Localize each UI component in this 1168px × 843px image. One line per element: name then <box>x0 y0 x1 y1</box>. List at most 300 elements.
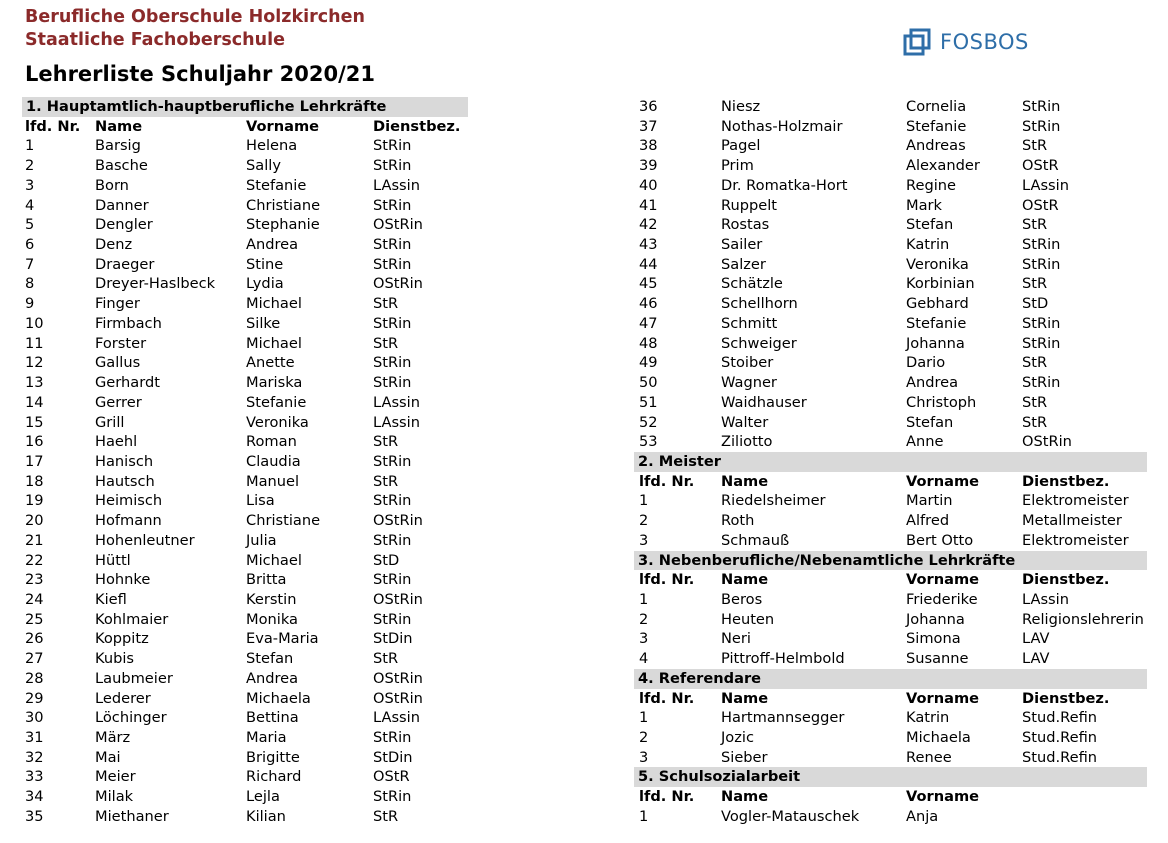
row-nr: 3 <box>25 176 35 194</box>
row-name: Barsig <box>95 137 141 155</box>
row-name: Meier <box>95 768 136 786</box>
row-nr: 20 <box>25 512 44 530</box>
table-row <box>634 728 1147 748</box>
row-nr: 39 <box>639 157 658 175</box>
row-nr: 1 <box>639 492 649 510</box>
row-nr: 25 <box>25 610 44 628</box>
row-nr: 5 <box>25 216 35 234</box>
row-name: Firmbach <box>95 314 162 332</box>
row-nr: 46 <box>639 295 658 313</box>
row-dienstbez: Religionslehrerin <box>1022 610 1144 628</box>
row-name: Haehl <box>95 433 138 451</box>
row-nr: 2 <box>639 610 649 628</box>
row-name: Kohlmaier <box>95 610 169 628</box>
table-row <box>22 570 468 590</box>
row-name: Niesz <box>721 98 761 115</box>
header-vorname: Vorname <box>906 788 980 806</box>
row-name: Dreyer-Haslbeck <box>95 275 216 293</box>
table-row <box>22 255 468 275</box>
row-dienstbez: StRin <box>373 236 412 254</box>
table-row <box>22 669 468 689</box>
row-nr: 12 <box>25 354 44 372</box>
row-nr: 47 <box>639 314 658 332</box>
row-name: Dengler <box>95 216 153 234</box>
row-dienstbez: OStRin <box>373 590 423 608</box>
row-vorname: Richard <box>246 768 302 786</box>
row-name: Hofmann <box>95 512 162 530</box>
row-name: Miethaner <box>95 807 169 825</box>
row-nr: 14 <box>25 393 44 411</box>
row-nr: 22 <box>25 551 44 569</box>
table-row <box>634 748 1147 768</box>
row-vorname: Dario <box>906 354 946 372</box>
row-dienstbez: OStR <box>1022 157 1059 175</box>
row-vorname: Mariska <box>246 374 303 392</box>
row-dienstbez: StRin <box>1022 98 1061 115</box>
column-header-row <box>634 689 1147 709</box>
row-vorname: Alfred <box>906 512 950 530</box>
header-dienstbez: Dienstbez. <box>1022 689 1110 707</box>
table-row <box>634 807 1147 827</box>
row-name: Lederer <box>95 689 151 707</box>
table-row <box>22 649 468 669</box>
row-dienstbez: StR <box>373 295 399 313</box>
row-name: Mai <box>95 748 121 766</box>
row-vorname: Mark <box>906 196 942 214</box>
table-row <box>22 590 468 610</box>
row-nr: 24 <box>25 590 44 608</box>
row-dienstbez: StRin <box>373 729 412 746</box>
row-dienstbez: StR <box>373 334 399 352</box>
row-dienstbez: StR <box>1022 216 1048 234</box>
row-vorname: Manuel <box>246 472 300 490</box>
row-nr: 3 <box>639 748 649 766</box>
row-name: Sieber <box>721 748 768 766</box>
row-nr: 3 <box>639 531 649 549</box>
row-name: Schellhorn <box>721 295 798 313</box>
row-name: Heuten <box>721 610 775 628</box>
row-name: März <box>95 729 131 746</box>
row-dienstbez: StRin <box>373 157 412 175</box>
row-vorname: Andrea <box>246 236 299 254</box>
row-vorname: Maria <box>246 729 287 746</box>
header-nr: lfd. Nr. <box>639 689 695 707</box>
row-vorname: Johanna <box>906 610 965 628</box>
section-heading <box>634 669 1147 689</box>
section-title: 3. Nebenberufliche/Nebenamtliche Lehrkräfte <box>638 551 1016 569</box>
row-nr: 13 <box>25 374 44 392</box>
row-dienstbez: LAssin <box>373 413 420 431</box>
row-nr: 6 <box>25 236 35 254</box>
table-row <box>22 472 468 492</box>
header-vorname: Vorname <box>906 571 980 589</box>
table-row <box>634 97 1147 117</box>
row-vorname: Stephanie <box>246 216 320 234</box>
header-dienstbez: Dienstbez. <box>1022 472 1110 490</box>
row-nr: 29 <box>25 689 44 707</box>
row-dienstbez: OStRin <box>373 216 423 234</box>
header-name: Name <box>721 571 769 589</box>
row-dienstbez: StRin <box>373 354 412 372</box>
row-dienstbez: StRin <box>373 492 412 510</box>
row-dienstbez: LAssin <box>1022 176 1069 194</box>
row-dienstbez: StR <box>1022 137 1048 155</box>
page-title: Lehrerliste Schuljahr 2020/21 <box>25 62 376 86</box>
row-vorname: Susanne <box>906 650 969 668</box>
row-name: Pagel <box>721 137 761 155</box>
row-name: Heimisch <box>95 492 163 510</box>
row-nr: 21 <box>25 531 44 549</box>
table-row <box>22 314 468 334</box>
row-nr: 7 <box>25 255 35 273</box>
row-nr: 52 <box>639 413 658 431</box>
row-dienstbez: OStRin <box>373 512 423 530</box>
row-vorname: Cornelia <box>906 98 967 115</box>
row-nr: 35 <box>25 807 44 825</box>
header-name: Name <box>95 117 143 135</box>
row-dienstbez: StRin <box>1022 236 1061 254</box>
row-nr: 17 <box>25 452 44 470</box>
row-nr: 34 <box>25 788 44 806</box>
row-name: Stoiber <box>721 354 774 372</box>
row-name: Hautsch <box>95 472 155 490</box>
row-name: Pittroff-Helmbold <box>721 650 845 668</box>
row-vorname: Renee <box>906 748 952 766</box>
row-vorname: Michael <box>246 334 302 352</box>
header-nr: lfd. Nr. <box>25 117 81 135</box>
row-name: Wagner <box>721 374 777 392</box>
row-name: Vogler-Matauschek <box>721 807 860 825</box>
row-name: Gallus <box>95 354 141 372</box>
row-nr: 19 <box>25 492 44 510</box>
section-heading <box>634 551 1147 571</box>
row-nr: 23 <box>25 571 44 589</box>
row-vorname: Anette <box>246 354 295 372</box>
row-nr: 53 <box>639 433 658 451</box>
row-vorname: Korbinian <box>906 275 975 293</box>
row-dienstbez: Metallmeister <box>1022 512 1122 530</box>
row-vorname: Eva-Maria <box>246 630 319 648</box>
row-vorname: Veronika <box>906 255 969 273</box>
school-name: Berufliche Oberschule Holzkirchen <box>25 7 365 27</box>
table-row <box>22 787 468 807</box>
row-dienstbez: Stud.Refin <box>1022 729 1098 746</box>
row-vorname: Brigitte <box>246 748 300 766</box>
row-nr: 50 <box>639 374 658 392</box>
section-heading <box>634 767 1147 787</box>
table-row <box>22 491 468 511</box>
row-dienstbez: OStRin <box>373 275 423 293</box>
table-row <box>22 708 468 728</box>
row-vorname: Alexander <box>906 157 980 175</box>
fosbos-logo <box>903 27 1029 57</box>
row-nr: 9 <box>25 295 35 313</box>
row-name: Rostas <box>721 216 770 234</box>
table-row <box>22 373 468 393</box>
row-vorname: Sally <box>246 157 281 175</box>
row-vorname: Stefan <box>906 216 954 234</box>
row-dienstbez: Stud.Refin <box>1022 748 1098 766</box>
row-nr: 28 <box>25 669 44 687</box>
row-vorname: Stefanie <box>246 176 307 194</box>
row-nr: 41 <box>639 196 658 214</box>
fosbos-logo-icon <box>903 28 931 56</box>
row-dienstbez: OStR <box>373 768 410 786</box>
row-name: Dr. Romatka-Hort <box>721 176 848 194</box>
row-vorname: Veronika <box>246 413 309 431</box>
row-vorname: Anja <box>906 807 939 825</box>
table-row <box>22 689 468 709</box>
row-nr: 49 <box>639 354 658 372</box>
table-row <box>22 176 468 196</box>
row-dienstbez: StR <box>1022 393 1048 411</box>
row-name: Forster <box>95 334 147 352</box>
row-name: Sailer <box>721 236 763 254</box>
row-dienstbez: StR <box>373 472 399 490</box>
row-name: Hanisch <box>95 452 154 470</box>
row-name: Riedelsheimer <box>721 492 826 510</box>
row-vorname: Andrea <box>246 669 299 687</box>
row-name: Nothas-Holzmair <box>721 117 843 135</box>
row-dienstbez: StRin <box>1022 255 1061 273</box>
header-name: Name <box>721 788 769 806</box>
table-row <box>634 353 1147 373</box>
row-nr: 3 <box>639 630 649 648</box>
row-vorname: Katrin <box>906 709 950 727</box>
row-nr: 2 <box>25 157 35 175</box>
table-row <box>634 215 1147 235</box>
row-vorname: Katrin <box>906 236 950 254</box>
table-row <box>634 413 1147 433</box>
table-row <box>634 255 1147 275</box>
table-row <box>634 294 1147 314</box>
row-name: Laubmeier <box>95 669 173 687</box>
row-nr: 32 <box>25 748 44 766</box>
row-name: Ruppelt <box>721 196 778 214</box>
table-row <box>22 353 468 373</box>
row-vorname: Gebhard <box>906 295 969 313</box>
row-dienstbez: LAssin <box>1022 590 1069 608</box>
row-nr: 31 <box>25 729 44 746</box>
table-row <box>22 235 468 255</box>
row-vorname: Friederike <box>906 590 978 608</box>
row-name: Neri <box>721 630 751 648</box>
row-dienstbez: StDin <box>373 748 413 766</box>
section-title: 2. Meister <box>638 452 721 470</box>
table-row <box>634 176 1147 196</box>
column-header-row <box>634 787 1147 807</box>
row-nr: 1 <box>639 709 649 727</box>
row-name: Prim <box>721 157 754 175</box>
row-vorname: Christiane <box>246 196 321 214</box>
row-dienstbez: StRin <box>373 531 412 549</box>
row-name: Roth <box>721 512 755 530</box>
row-name: Löchinger <box>95 709 167 727</box>
section-heading <box>634 452 1147 472</box>
row-name: Waidhauser <box>721 393 807 411</box>
row-vorname: Monika <box>246 610 298 628</box>
row-dienstbez: StR <box>373 807 399 825</box>
row-nr: 42 <box>639 216 658 234</box>
table-row <box>634 136 1147 156</box>
row-name: Schweiger <box>721 334 797 352</box>
table-row <box>22 531 468 551</box>
row-dienstbez: StD <box>1022 295 1049 313</box>
header-nr: lfd. Nr. <box>639 788 695 806</box>
table-row <box>22 196 468 216</box>
row-dienstbez: StR <box>1022 354 1048 372</box>
row-vorname: Britta <box>246 571 287 589</box>
right-column <box>634 97 1147 827</box>
table-row <box>22 393 468 413</box>
row-nr: 15 <box>25 413 44 431</box>
row-name: Schätzle <box>721 275 783 293</box>
row-dienstbez: OStRin <box>373 669 423 687</box>
row-nr: 33 <box>25 768 44 786</box>
row-name: Kiefl <box>95 590 127 608</box>
section-heading <box>22 97 468 117</box>
row-nr: 8 <box>25 275 35 293</box>
table-row <box>22 432 468 452</box>
row-vorname: Stefanie <box>906 314 967 332</box>
row-vorname: Andreas <box>906 137 966 155</box>
row-dienstbez: Stud.Refin <box>1022 709 1098 727</box>
row-nr: 18 <box>25 472 44 490</box>
row-nr: 2 <box>639 512 649 530</box>
row-dienstbez: StRin <box>373 137 412 155</box>
table-row <box>634 511 1147 531</box>
row-nr: 2 <box>639 729 649 746</box>
table-row <box>634 708 1147 728</box>
row-vorname: Kerstin <box>246 590 297 608</box>
table-row <box>634 117 1147 137</box>
row-nr: 40 <box>639 176 658 194</box>
row-nr: 4 <box>25 196 35 214</box>
row-name: Born <box>95 176 129 194</box>
row-dienstbez: StR <box>373 650 399 668</box>
row-dienstbez: OStRin <box>373 689 423 707</box>
header-name: Name <box>721 472 769 490</box>
row-name: Hohnke <box>95 571 151 589</box>
row-vorname: Lydia <box>246 275 284 293</box>
row-dienstbez: StR <box>1022 275 1048 293</box>
table-row <box>634 531 1147 551</box>
row-nr: 1 <box>639 807 649 825</box>
row-vorname: Regine <box>906 176 957 194</box>
row-nr: 30 <box>25 709 44 727</box>
left-column <box>22 97 468 827</box>
row-dienstbez: LAV <box>1022 650 1050 668</box>
row-vorname: Michael <box>246 295 302 313</box>
row-vorname: Helena <box>246 137 298 155</box>
row-vorname: Michael <box>246 551 302 569</box>
row-nr: 1 <box>25 137 35 155</box>
row-vorname: Bettina <box>246 709 299 727</box>
table-row <box>22 748 468 768</box>
row-name: Gerrer <box>95 393 142 411</box>
row-dienstbez: StRin <box>1022 314 1061 332</box>
row-vorname: Bert Otto <box>906 531 974 549</box>
row-dienstbez: StR <box>1022 413 1048 431</box>
table-row <box>22 610 468 630</box>
row-vorname: Martin <box>906 492 953 510</box>
row-dienstbez: LAV <box>1022 630 1050 648</box>
section-title: 4. Referendare <box>638 669 762 687</box>
header-vorname: Vorname <box>246 117 320 135</box>
header-nr: lfd. Nr. <box>639 472 695 490</box>
row-nr: 11 <box>25 334 44 352</box>
table-row <box>634 156 1147 176</box>
row-dienstbez: StRin <box>373 374 412 392</box>
row-dienstbez: StRin <box>373 452 412 470</box>
row-nr: 16 <box>25 433 44 451</box>
table-row <box>634 491 1147 511</box>
row-name: Jozic <box>721 729 754 746</box>
row-nr: 10 <box>25 314 44 332</box>
header-nr: lfd. Nr. <box>639 571 695 589</box>
row-vorname: Stefanie <box>246 393 307 411</box>
column-header-row <box>634 472 1147 492</box>
row-dienstbez: StRin <box>1022 374 1061 392</box>
table-row <box>634 373 1147 393</box>
row-dienstbez: StRin <box>373 196 412 214</box>
header-name: Name <box>721 689 769 707</box>
table-row <box>22 728 468 748</box>
row-nr: 51 <box>639 393 658 411</box>
table-row <box>634 393 1147 413</box>
row-vorname: Roman <box>246 433 297 451</box>
row-name: Salzer <box>721 255 766 273</box>
table-row <box>634 629 1147 649</box>
table-row <box>22 767 468 787</box>
table-row <box>22 334 468 354</box>
row-nr: 45 <box>639 275 658 293</box>
row-dienstbez: StRin <box>1022 334 1061 352</box>
row-name: Danner <box>95 196 149 214</box>
row-dienstbez: StRin <box>373 788 412 806</box>
row-name: Schmitt <box>721 314 778 332</box>
row-vorname: Stefan <box>246 650 294 668</box>
table-row <box>22 452 468 472</box>
row-vorname: Julia <box>246 531 277 549</box>
row-name: Walter <box>721 413 769 431</box>
table-row <box>634 649 1147 669</box>
table-row <box>22 294 468 314</box>
row-vorname: Lisa <box>246 492 275 510</box>
row-vorname: Stine <box>246 255 284 273</box>
row-name: Hüttl <box>95 551 131 569</box>
column-header-row <box>22 117 468 137</box>
row-dienstbez: StRin <box>373 571 412 589</box>
row-name: Finger <box>95 295 140 313</box>
row-nr: 37 <box>639 117 658 135</box>
table-row <box>634 590 1147 610</box>
table-row <box>22 807 468 827</box>
row-vorname: Stefanie <box>906 117 967 135</box>
row-dienstbez: Elektromeister <box>1022 492 1129 510</box>
row-nr: 4 <box>639 650 649 668</box>
row-vorname: Michaela <box>906 729 971 746</box>
row-dienstbez: OStRin <box>1022 433 1072 451</box>
table-row <box>22 136 468 156</box>
row-vorname: Anne <box>906 433 944 451</box>
table-row <box>22 274 468 294</box>
row-vorname: Kilian <box>246 807 286 825</box>
row-dienstbez: StRin <box>1022 117 1061 135</box>
table-row <box>22 413 468 433</box>
row-nr: 26 <box>25 630 44 648</box>
row-vorname: Andrea <box>906 374 959 392</box>
